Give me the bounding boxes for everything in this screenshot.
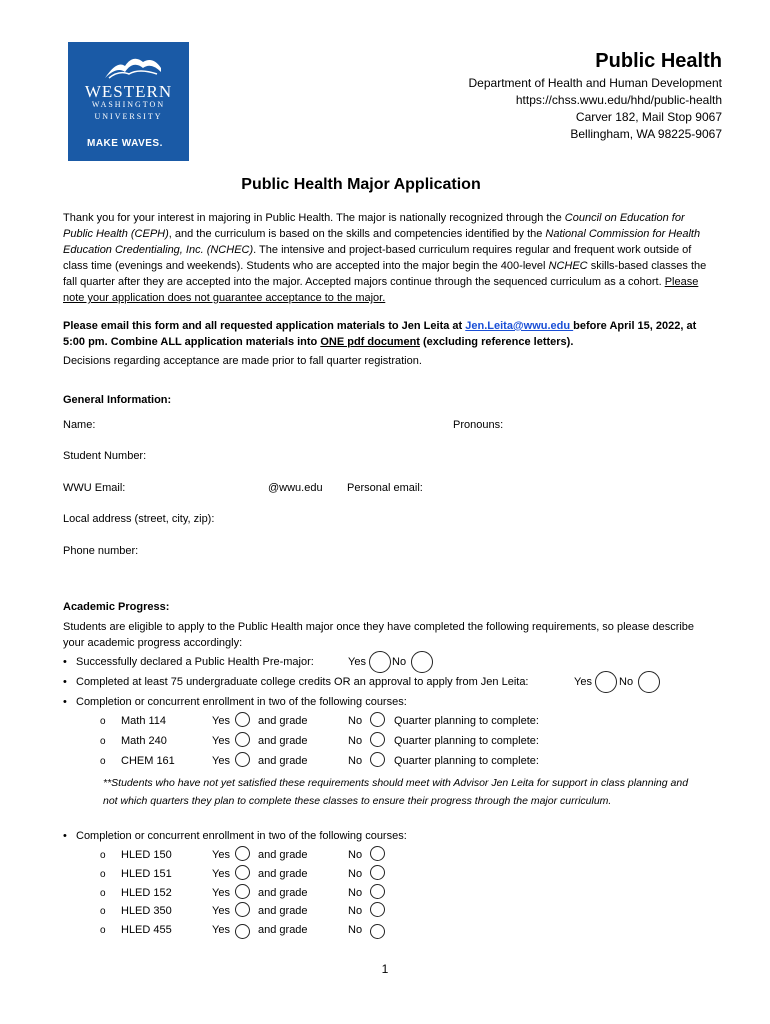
course-name: HLED 152 bbox=[121, 887, 172, 899]
list-marker: o bbox=[100, 906, 106, 917]
course-no-radio[interactable] bbox=[370, 865, 385, 880]
credits-yes-radio[interactable] bbox=[595, 671, 617, 693]
university-logo bbox=[68, 42, 189, 161]
list-marker: o bbox=[100, 869, 106, 880]
logo-tagline: MAKE WAVES. bbox=[87, 138, 163, 149]
quarter-label: Quarter planning to complete: bbox=[394, 715, 539, 727]
course-no-label: No bbox=[348, 755, 363, 767]
page-number: 1 bbox=[381, 962, 389, 976]
course-no-label: No bbox=[348, 735, 363, 747]
premajor-declared-label: • Successfully declared a Public Health Pre-major: bbox=[76, 656, 314, 668]
and-grade-label: and grade bbox=[258, 887, 308, 899]
pronouns-label: Pronouns: bbox=[453, 419, 504, 431]
course-yes-label: Yes bbox=[212, 868, 230, 880]
course-no-radio[interactable] bbox=[370, 924, 385, 939]
course-name: Math 240 bbox=[121, 735, 167, 747]
courses-group1-label: • Completion or concurrent enrollment in two of the following courses: bbox=[76, 696, 407, 708]
course-yes-label: Yes bbox=[212, 905, 230, 917]
premajor-no-label: No bbox=[392, 656, 407, 668]
premajor-no-radio[interactable] bbox=[411, 651, 433, 673]
logo-name-line3: UNIVERSITY bbox=[94, 112, 163, 121]
credits-no-radio[interactable] bbox=[638, 671, 660, 693]
course-no-label: No bbox=[348, 849, 363, 861]
and-grade-label: and grade bbox=[258, 735, 308, 747]
course-yes-radio[interactable] bbox=[235, 924, 250, 939]
premajor-yes-label: Yes bbox=[348, 656, 366, 668]
course-no-radio[interactable] bbox=[370, 712, 385, 727]
course-yes-label: Yes bbox=[212, 755, 230, 767]
and-grade-label: and grade bbox=[258, 755, 308, 767]
advising-note: **Students who have not yet satisfied these requirements should meet with Advisor Jen Leita for support in class planning and not which quarters they plan to complete these classes to ensure their progress through the major curriculum. bbox=[103, 777, 689, 807]
course-no-radio[interactable] bbox=[370, 752, 385, 767]
general-info-heading: General Information: bbox=[63, 394, 172, 406]
course-no-radio[interactable] bbox=[370, 846, 385, 861]
department-url[interactable]: https://chss.wwu.edu/hhd/public-health bbox=[515, 93, 722, 107]
list-marker: o bbox=[100, 925, 106, 936]
quarter-label: Quarter planning to complete: bbox=[394, 735, 539, 747]
course-yes-radio[interactable] bbox=[235, 846, 250, 861]
course-yes-label: Yes bbox=[212, 849, 230, 861]
intro-paragraph: Thank you for your interest in majoring in Public Health. The major is nationally recognized through the Council on Education for Public Health (CEPH), and the curriculum is based on the skills and competencies identified by the National Commission for Health Education Credentialing, Inc. (NCHEC). The intensive and project-based curriculum requires regular and frequent work outside of class time (evenings and weekends). Students who are accepted into the major begin the 400-level NCHEC skills-based classes the fall quarter after they are accepted into the major. Accepted majors continue through the sequenced curriculum as a cohort. Please note your application does not guarantee acceptance to the major. bbox=[63, 212, 707, 304]
quarter-label: Quarter planning to complete: bbox=[394, 755, 539, 767]
academic-intro: Students are eligible to apply to the Public Health major once they have completed the following requirements, so please describe your academic progress accordingly: bbox=[63, 621, 695, 649]
and-grade-label: and grade bbox=[258, 905, 308, 917]
mountain-logo-icon bbox=[103, 52, 163, 80]
course-no-label: No bbox=[348, 924, 363, 936]
premajor-yes-radio[interactable] bbox=[369, 651, 391, 673]
logo-name-line1: WESTERN bbox=[84, 82, 173, 101]
name-label: Name: bbox=[63, 419, 96, 431]
wwu-domain-label: @wwu.edu bbox=[268, 482, 323, 494]
course-name: HLED 455 bbox=[121, 924, 172, 936]
personal-email-label: Personal email: bbox=[347, 482, 423, 494]
course-name: HLED 151 bbox=[121, 868, 172, 880]
course-name: Math 114 bbox=[121, 715, 167, 727]
course-no-label: No bbox=[348, 868, 363, 880]
list-marker: o bbox=[100, 756, 106, 767]
address-line1: Carver 182, Mail Stop 9067 bbox=[575, 110, 722, 124]
credits-yes-label: Yes bbox=[574, 676, 592, 688]
department-title: Public Health bbox=[595, 50, 722, 72]
and-grade-label: and grade bbox=[258, 868, 308, 880]
course-no-label: No bbox=[348, 715, 363, 727]
list-marker: o bbox=[100, 850, 106, 861]
department-name: Department of Health and Human Development bbox=[468, 76, 722, 90]
credits-no-label: No bbox=[619, 676, 634, 688]
courses-group2-label: • Completion or concurrent enrollment in two of the following courses: bbox=[76, 830, 407, 842]
decisions-note: Decisions regarding acceptance are made prior to fall quarter registration. bbox=[63, 355, 422, 367]
course-yes-label: Yes bbox=[212, 735, 230, 747]
credits-label: • Completed at least 75 undergraduate college credits OR an approval to apply from Jen Leita: bbox=[76, 676, 529, 688]
course-no-label: No bbox=[348, 887, 363, 899]
course-yes-label: Yes bbox=[212, 924, 230, 936]
logo-name-line2: WASHINGTON bbox=[91, 100, 166, 109]
course-name: HLED 350 bbox=[121, 905, 172, 917]
student-number-label: Student Number: bbox=[63, 450, 147, 462]
email-instructions: Please email this form and all requested application materials to Jen Leita at Jen.Leita@wwu.edu before April 15, 2022, at 5:00 pm. Combine ALL application materials into ONE pdf document (excluding reference letters). bbox=[63, 320, 697, 348]
course-yes-radio[interactable] bbox=[235, 732, 250, 747]
and-grade-label: and grade bbox=[258, 849, 308, 861]
course-no-label: No bbox=[348, 905, 363, 917]
list-marker: o bbox=[100, 888, 106, 899]
phone-label: Phone number: bbox=[63, 545, 139, 557]
address-line2: Bellingham, WA 98225-9067 bbox=[570, 127, 722, 141]
list-marker: o bbox=[100, 716, 106, 727]
course-no-radio[interactable] bbox=[370, 732, 385, 747]
academic-progress-heading: Academic Progress: bbox=[63, 601, 170, 613]
and-grade-label: and grade bbox=[258, 715, 308, 727]
list-marker: o bbox=[100, 736, 106, 747]
local-address-label: Local address (street, city, zip): bbox=[63, 513, 215, 525]
course-yes-label: Yes bbox=[212, 715, 230, 727]
course-name: CHEM 161 bbox=[121, 755, 175, 767]
course-no-radio[interactable] bbox=[370, 902, 385, 917]
wwu-email-label: WWU Email: bbox=[63, 482, 126, 494]
page-title: Public Health Major Application bbox=[241, 176, 481, 193]
course-name: HLED 150 bbox=[121, 849, 172, 861]
course-yes-radio[interactable] bbox=[235, 865, 250, 880]
course-yes-radio[interactable] bbox=[235, 712, 250, 727]
and-grade-label: and grade bbox=[258, 924, 308, 936]
course-yes-radio[interactable] bbox=[235, 752, 250, 767]
course-yes-radio[interactable] bbox=[235, 902, 250, 917]
course-yes-label: Yes bbox=[212, 887, 230, 899]
course-no-radio[interactable] bbox=[370, 884, 385, 899]
email-link[interactable]: Jen.Leita@wwu.edu bbox=[465, 320, 574, 332]
course-yes-radio[interactable] bbox=[235, 884, 250, 899]
